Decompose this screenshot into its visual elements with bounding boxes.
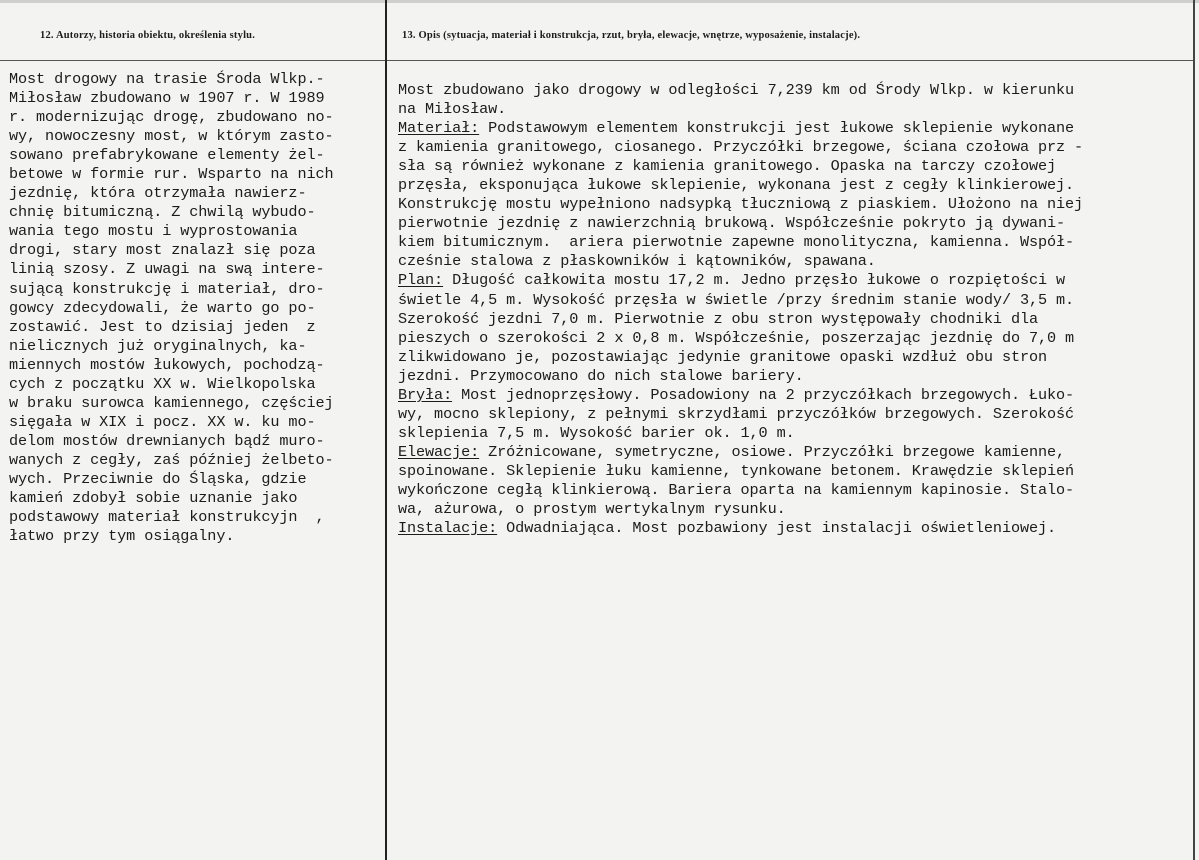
description-text-line <box>398 519 1083 538</box>
description-text-line <box>398 138 1083 157</box>
description-text: Długość całkowita mostu 17,2 m. Jedno przęsło łukowe o rozpiętości w <box>443 271 1066 290</box>
description-text-line <box>398 424 1083 443</box>
description-text: kiem bitumicznym. ariera pierwotnie zapewne monolityczna, kamienna. Współ- <box>398 233 1075 252</box>
description-text-line <box>398 386 1083 405</box>
history-text-line: miennych mostów łukowych, pochodzą- <box>9 355 325 374</box>
description-text: Most jednoprzęsłowy. Posadowiony na 2 przyczółkach brzegowych. Łuko- <box>452 385 1075 404</box>
history-text-line: r. modernizując drogę, zbudowano no- <box>9 108 334 127</box>
description-text-line <box>398 119 1083 138</box>
description-text-line <box>398 271 1083 290</box>
history-text-line: łatwo przy tym osiągalny. <box>9 527 235 546</box>
history-text-line: delom mostów drewnianych bądź muro- <box>9 431 325 450</box>
history-text-line: zostawić. Jest to dzisiaj jeden z <box>9 317 316 336</box>
right-border <box>1193 0 1195 860</box>
description-text-line <box>398 481 1083 500</box>
description-text-line <box>398 405 1083 424</box>
history-text-line: w braku surowca kamiennego, częściej <box>9 393 334 412</box>
section-label: Plan: <box>398 271 444 290</box>
section-label: Instalacje: <box>398 519 498 538</box>
description-text-line <box>398 329 1083 348</box>
history-text-line: wania tego mostu i wyprostowania <box>9 222 298 241</box>
section-13-header: 13. Opis (sytuacja, materiał i konstrukcja, rzut, bryła, elewacje, wnętrze, wyposażenie, instalacje). <box>402 30 861 41</box>
section-label: Bryła: <box>398 385 453 404</box>
column-divider <box>385 0 387 860</box>
history-text-line: Most drogowy na trasie Środa Wlkp.- <box>9 70 325 88</box>
description-text-line <box>398 157 1083 176</box>
description-text: przęsła, eksponująca łukowe sklepienie, wykonana jest z cegły klinkierowej. <box>398 176 1075 195</box>
description-text-line <box>398 214 1083 233</box>
description-text-line <box>398 81 1083 100</box>
history-text-line: sowano prefabrykowane elementy żel- <box>9 146 325 165</box>
history-text-line: podstawowy materiał konstrukcyjn , <box>9 508 325 527</box>
description-text: Most zbudowano jako drogowy w odległości 7,239 km od Środy Wlkp. w kierunku <box>398 81 1075 99</box>
history-text-line: kamień zdobył sobie uznanie jako <box>9 489 298 508</box>
description-text: świetle 4,5 m. Wysokość przęsła w świetle /przy średnim stanie wody/ 3,5 m. <box>398 290 1075 309</box>
history-text-line: betowe w formie rur. Wsparto na nich <box>9 165 334 184</box>
description-text-line <box>398 348 1083 367</box>
description-text: Konstrukcję mostu wypełniono nadsypką tłuczniową z piaskiem. Ułożono na niej <box>398 195 1084 214</box>
history-text-line: drogi, stary most znalazł się poza <box>9 241 316 260</box>
description-text-line <box>398 233 1083 252</box>
description-text-line <box>398 195 1083 214</box>
description-text-line <box>398 500 1083 519</box>
history-text-line: wych. Przeciwnie do Śląska, gdzie <box>9 469 307 488</box>
description-text: jezdni. Przymocowano do nich stalowe bariery. <box>398 366 804 385</box>
description-text: na Miłosław. <box>398 100 507 119</box>
description-text: Szerokość jezdni 7,0 m. Pierwotnie z obu stron występowały chodniki dla <box>398 309 1038 328</box>
description-text-line <box>398 176 1083 195</box>
history-text-line: jezdnię, która otrzymała nawierz- <box>9 184 307 203</box>
description-text: Odwadniająca. Most pozbawiony jest instalacji oświetleniowej. <box>497 519 1057 538</box>
description-text: zlikwidowano je, pozostawiając jedynie granitowe opaski wzdłuż obu stron <box>398 347 1048 366</box>
description-text-line <box>398 252 1083 271</box>
description-text: spoinowane. Sklepienie łuku kamienne, tynkowane betonem. Krawędzie sklepień <box>398 461 1075 480</box>
description-text: Podstawowym elementem konstrukcji jest łukowe sklepienie wykonane <box>479 119 1075 138</box>
history-text-column <box>9 70 334 546</box>
history-text-line: chnię bitumiczną. Z chwilą wybudo- <box>9 203 316 222</box>
history-text-line: cych z początku XX w. Wielkopolska <box>9 374 316 393</box>
section-label: Elewacje: <box>398 442 480 461</box>
history-text-line: wy, nowoczesny most, w którym zasto- <box>9 127 334 146</box>
description-text-line <box>398 291 1083 310</box>
history-text-line: Miłosław zbudowano w 1907 r. W 1989 <box>9 89 325 108</box>
description-text: wa, ażurowa, o prostym wertykalnym rysunku. <box>398 500 786 519</box>
description-text-line <box>398 367 1083 386</box>
history-text-line: sującą konstrukcję i materiał, dro- <box>9 279 325 298</box>
description-text: wykończone cegłą klinkierową. Bariera oparta na kamiennym kapinosie. Stalo- <box>398 480 1075 499</box>
description-text: pieszych o szerokości 2 x 0,8 m. Współcześnie, poszerzając jezdnię do 7,0 m <box>398 328 1075 347</box>
description-text: cześnie stalowa z płaskowników i kątowników, spawana. <box>398 252 876 271</box>
description-text-line <box>398 100 1083 119</box>
description-text: wy, mocno sklepiony, z pełnymi skrzydłami przyczółków brzegowych. Szerokość <box>398 404 1075 423</box>
description-text: sklepienia 7,5 m. Wysokość barier ok. 1,0 m. <box>398 423 795 442</box>
history-text-line: linią szosy. Z uwagi na swą intere- <box>9 260 325 279</box>
description-text: Zróżnicowane, symetryczne, osiowe. Przyczółki brzegowe kamienne, <box>479 442 1066 461</box>
scan-edge <box>0 0 1199 3</box>
history-text-line: sięgała w XIX i pocz. XX w. ku mo- <box>9 412 316 431</box>
section-12-header: 12. Autorzy, historia obiektu, określenia stylu. <box>40 30 256 41</box>
history-text-line: wanych z cegły, zaś później żelbeto- <box>9 450 334 469</box>
header-rule <box>0 60 1195 61</box>
history-text-line: nielicznych już oryginalnych, ka- <box>9 336 307 355</box>
description-text: pierwotnie jezdnię z nawierzchnią brukową. Współcześnie pokryto ją dywani- <box>398 214 1066 233</box>
history-text-line: gowcy zdecydowali, że warto go po- <box>9 298 316 317</box>
description-text-line <box>398 462 1083 481</box>
description-text-line <box>398 310 1083 329</box>
section-label: Materiał: <box>398 119 480 138</box>
description-text: sła są również wykonane z kamienia granitowego. Opaska na tarczy czołowej <box>398 157 1057 176</box>
description-text-column <box>398 81 1083 538</box>
description-text-line <box>398 443 1083 462</box>
description-text: z kamienia granitowego, ciosanego. Przyczółki brzegowe, ściana czołowa prz - <box>398 138 1084 157</box>
